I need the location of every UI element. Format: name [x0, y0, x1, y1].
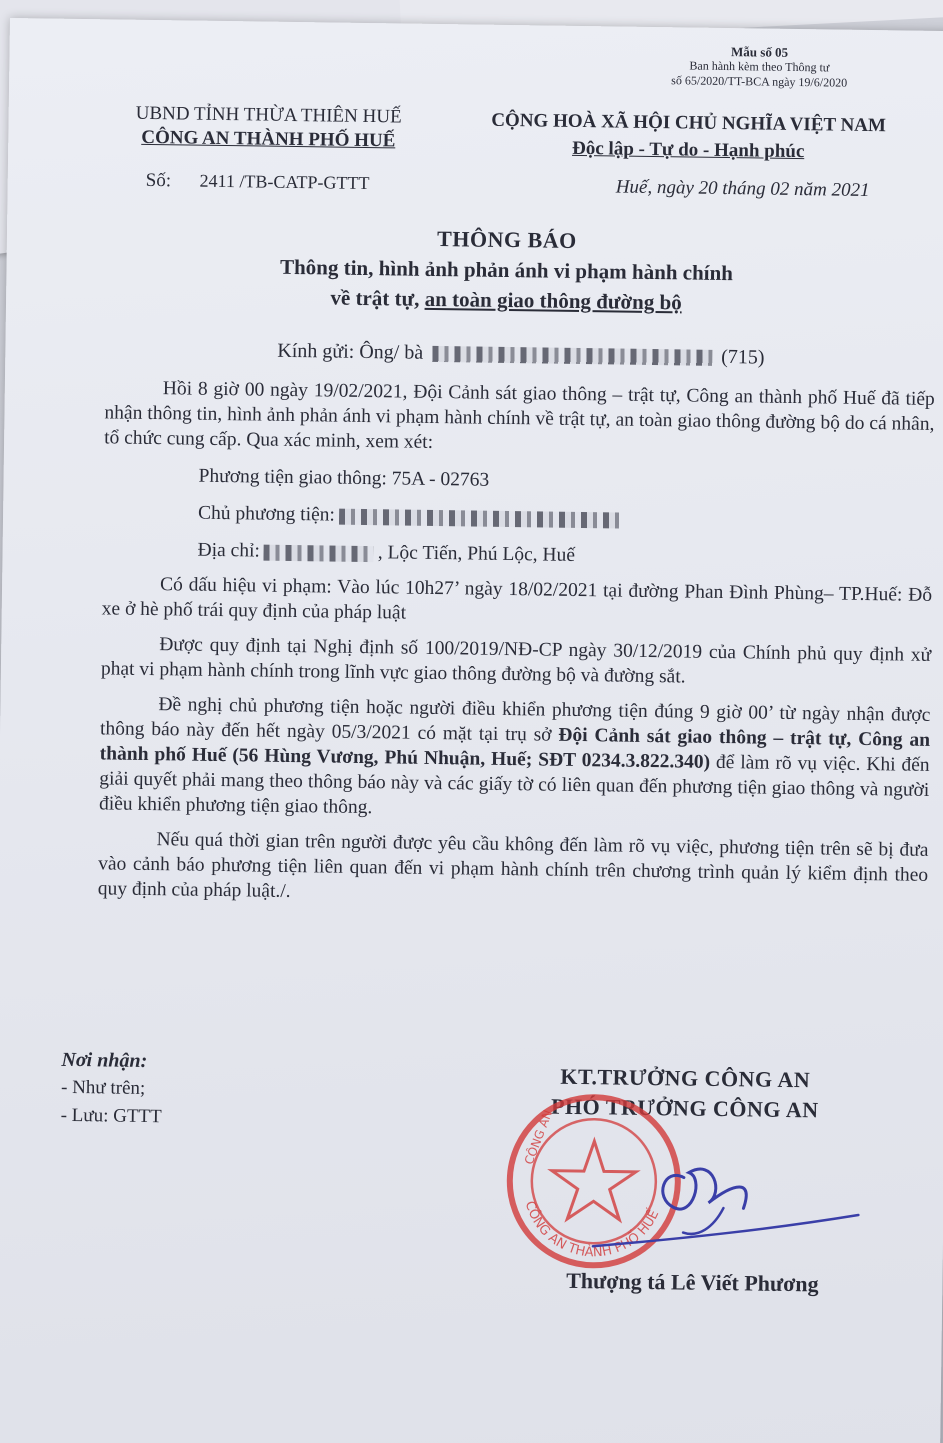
document-number — [146, 170, 370, 195]
seal-text-bottom: CÔNG AN THÀNH PHỐ HUẾ — [521, 1199, 663, 1261]
paragraph-request — [99, 691, 931, 828]
place-date: Huế, ngày 20 tháng 02 năm 2021 — [615, 176, 870, 202]
request-part-a: Đề nghị chủ phương tiện hoặc người điều khiển phương tiện đúng 9 giờ 00’ từ ngày nhận được thông báo này đến hết ngày 05/3/2021 có mặt tại trụ sở — [99, 694, 931, 746]
form-number: Mẫu số 05 — [730, 44, 789, 60]
signature-line1: KT.TRƯỞNG CÔNG AN — [560, 1063, 811, 1093]
paragraph-receipt: Hồi 8 giờ 00 ngày 19/02/2021, Đội Cảnh sát giao thông – trật tự, Công an thành phố Huế đã tiếp nhận thông tin, hình ảnh phản ánh vi phạm hành chính về trật tự, an toàn giao thông đường bộ do cá nhân, tổ chức cung cấp. Qua xác minh, xem xét: — [104, 378, 935, 453]
issuing-agency — [108, 101, 429, 153]
document-content — [50, 19, 939, 1431]
title-sub2-b: an toàn giao thông đường bộ — [424, 286, 682, 315]
parent-agency: UBND TỈNH THỪA THIÊN HUẾ — [135, 102, 402, 128]
redacted-owner — [339, 508, 619, 528]
owner-label: Chủ phương tiện: — [197, 502, 336, 526]
seal-text-top: CÔNG AN — [521, 1108, 556, 1167]
document-page — [0, 18, 943, 1443]
address-label: Địa chỉ: — [197, 539, 261, 562]
recipients-heading: Nơi nhận: — [61, 1048, 148, 1073]
addressee — [277, 340, 764, 370]
signature-line2: PHÓ TRƯỞNG CÔNG AN — [550, 1093, 819, 1123]
addressee-suffix: (715) — [721, 345, 765, 369]
title-sub1: Thông tin, hình ảnh phản ánh vi phạm hành chính — [279, 254, 734, 286]
document-title — [126, 220, 887, 321]
country-name: CỘNG HOÀ XÃ HỘI CHỦ NGHĨA VIỆT NAM — [491, 109, 887, 137]
notice-body — [98, 375, 935, 913]
redacted-name — [432, 346, 712, 366]
handwritten-signature-icon — [573, 1136, 865, 1260]
signer-name: Thượng tá Lê Viết Phương — [566, 1267, 819, 1297]
request-office: Đội Cảnh sát giao thông – trật tự, Công an thành phố Huế (56 Hùng Vương, Phú Nhuận, Huế; SĐT 0234.3.822.340) — [99, 724, 931, 773]
redacted-address — [264, 544, 374, 562]
recipient-item: - Như trên; — [60, 1076, 146, 1099]
vehicle-line: Phương tiện giao thông: 75A - 02763 — [198, 465, 490, 491]
form-issued-with: Ban hành kèm theo Thông tư — [689, 58, 830, 75]
title-sub2-a: về trật tự, — [330, 285, 425, 311]
doc-number-value: 2411 /TB-CATP-GTTT — [199, 170, 370, 194]
form-note — [629, 43, 890, 92]
paragraph-warning: Nếu quá thời gian trên người được yêu cầu không đến làm rõ vụ việc, phương tiện trên sẽ bị đưa vào cảnh báo phương tiện liên quan đến vi phạm hành chính trên chương trình quản lý kiểm định theo quy định của pháp luật./. — [97, 829, 929, 903]
recipients-list — [60, 1046, 341, 1134]
form-circular: số 65/2020/TT-BCA ngày 19/6/2020 — [671, 73, 848, 90]
address-line — [102, 536, 932, 573]
doc-number-label: Số: — [145, 169, 172, 192]
title-main: THÔNG BÁO — [436, 225, 577, 253]
owner-line — [103, 499, 933, 536]
address-value: , Lộc Tiến, Phú Lộc, Huế — [377, 542, 576, 566]
recipient-item: - Lưu: GTTT — [60, 1104, 162, 1128]
paragraph-legal-basis: Được quy định tại Nghị định số 100/2019/NĐ-CP ngày 30/12/2019 của Chính phủ quy định xử phạt vi phạm hành chính trong lĩnh vực giao thông đường bộ và đường sắt. — [100, 634, 932, 688]
paragraph-violation: Có dấu hiệu vi phạm: Vào lúc 10h27’ ngày 18/02/2021 tại đường Phan Đình Phùng– TP.Huế: Đỗ xe ở hè phố trái quy định của pháp luật — [101, 574, 933, 624]
slogan: Độc lập - Tự do - Hạnh phúc — [571, 137, 805, 163]
agency-name: CÔNG AN THÀNH PHỐ HUẾ — [141, 126, 396, 152]
request-part-c: để làm rõ vụ việc. Khi đến giải quyết phải mang theo thông báo này và các giấy tờ có liên quan đến phương tiện giao thông và người điều khiển phương tiện giao thông. — [98, 751, 930, 819]
addressee-prefix: Kính gửi: Ông/ bà — [277, 339, 424, 364]
national-motto — [448, 106, 929, 167]
